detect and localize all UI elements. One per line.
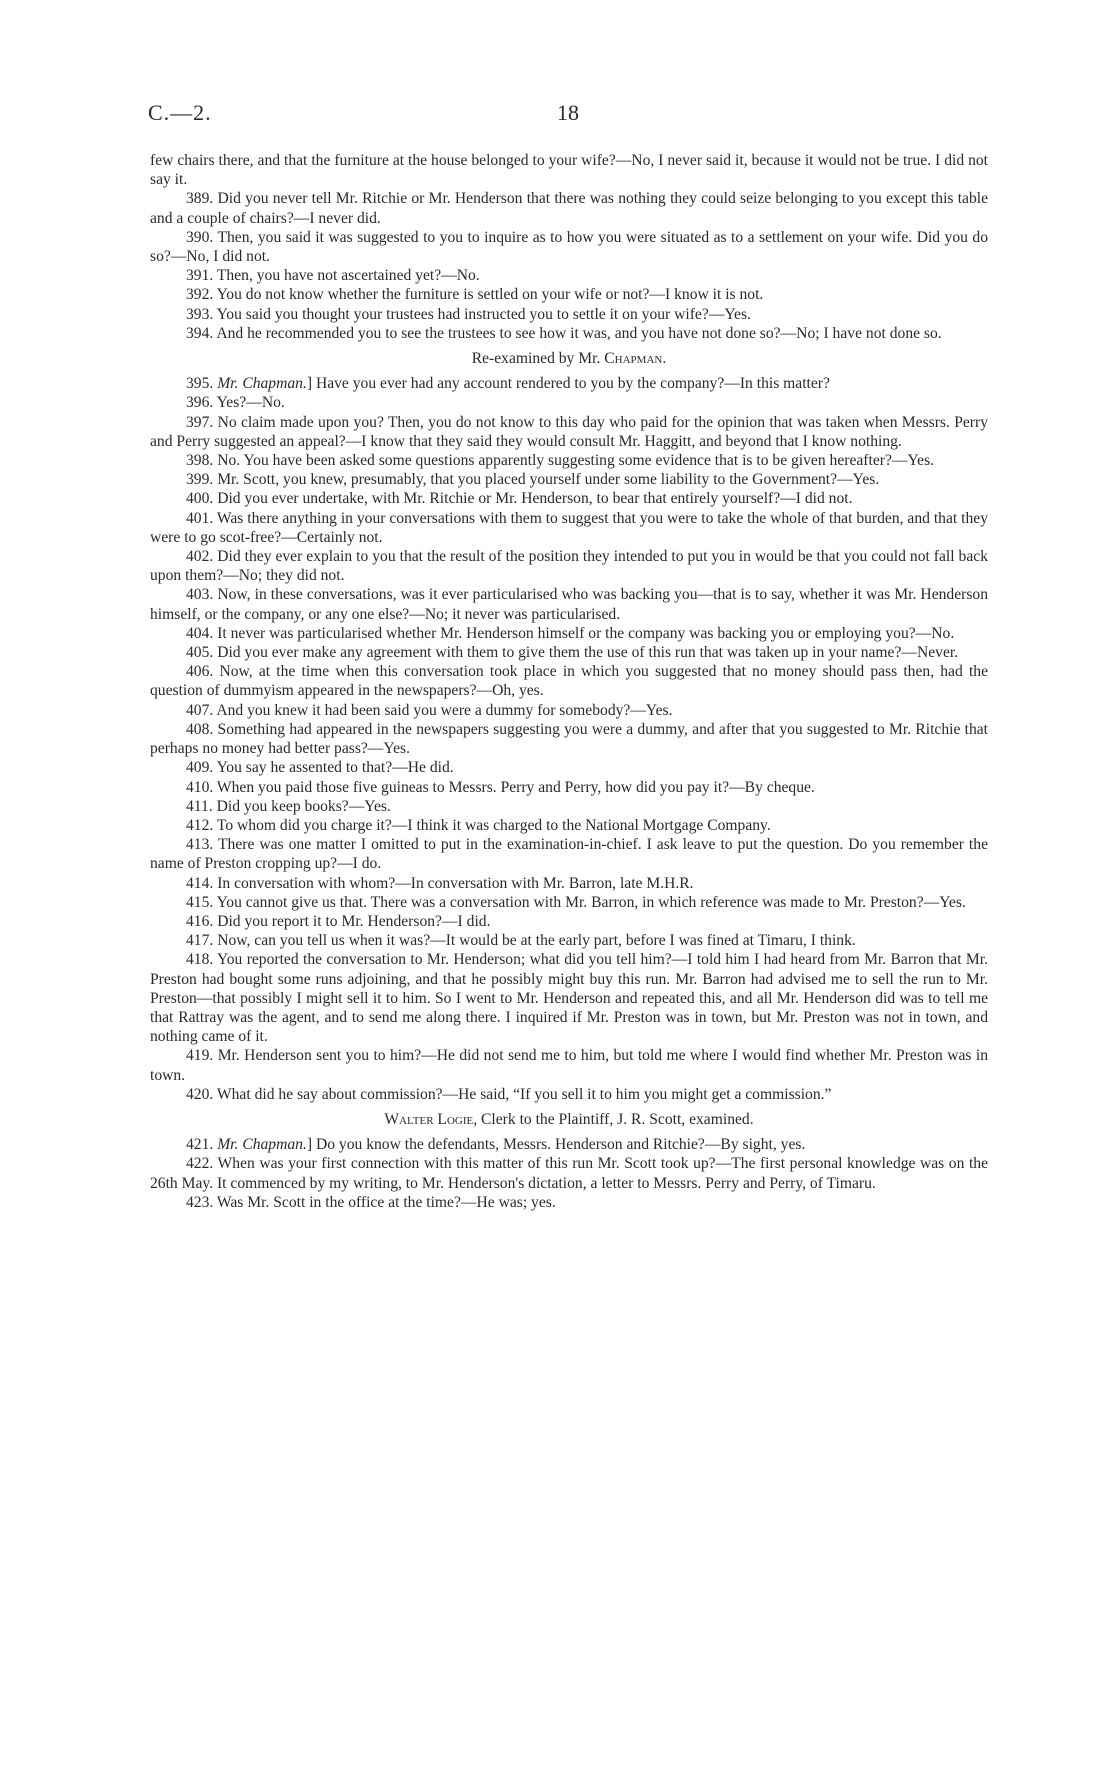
continued-paragraph: few chairs there, and that the furniture at the house belonged to your wife?—No, I never said it, because it would not be true. I did not say it.	[150, 152, 988, 189]
speaker-name: Mr. Chapman.	[217, 1136, 307, 1154]
examiner-name: Chapman	[604, 350, 663, 368]
question-answer: 404. It never was particularised whether Mr. Henderson himself or the company was backing you or employing you?—No.	[186, 624, 955, 642]
question-answer: 409. You say he assented to that?—He did.	[186, 759, 454, 777]
question-answer: 398. No. You have been asked some questions apparently suggesting some evidence that is to be given hereafter?—Yes.	[186, 452, 935, 470]
question-answer: 400. Did you ever undertake, with Mr. Ritchie or Mr. Henderson, to bear that entirely yourself?—I did not.	[186, 490, 853, 508]
witness-name: Walter Logie	[384, 1110, 474, 1128]
question-list-second	[150, 393, 988, 1104]
question-421: 421. Mr. Chapman.] Do you know the defendants, Messrs. Henderson and Ritchie?—By sight, yes.	[186, 1136, 806, 1154]
question-answer: 392. You do not know whether the furniture is settled on your wife or not?—I know it is not.	[186, 286, 764, 304]
question-answer: 412. To whom did you charge it?—I think it was charged to the National Mortgage Company.	[186, 816, 771, 834]
question-answer: 420. What did he say about commission?—He said, “If you sell it to him you might get a commission.”	[186, 1085, 832, 1103]
question-answer: 407. And you knew it had been said you were a dummy for somebody?—Yes.	[186, 701, 673, 719]
question-answer: 391. Then, you have not ascertained yet?—No.	[186, 267, 480, 285]
question-answer: 393. You said you thought your trustees had instructed you to settle it on your wife?—Yes.	[186, 305, 751, 323]
question-answer: 389. Did you never tell Mr. Ritchie or Mr. Henderson that there was nothing they could seize belonging to you except this table and a couple of chairs?—I never did.	[150, 190, 988, 227]
page-header: C.—2. 18	[148, 100, 579, 125]
question-answer: 399. Mr. Scott, you knew, presumably, that you placed yourself under some liability to the Government?—Yes.	[186, 471, 880, 489]
question-answer: 413. There was one matter I omitted to put in the examination-in-chief. I ask leave to put the question. Do you remember the name of Preston cropping up?—I do.	[150, 836, 988, 873]
question-answer: 417. Now, can you tell us when it was?—It would be at the early part, before I was fined at Timaru, I think.	[186, 932, 856, 950]
section-heading-re-examination: Re-examined by Mr. Chapman.	[471, 350, 667, 368]
question-answer: 419. Mr. Henderson sent you to him?—He did not send me to him, but told me where I would find whether Mr. Preston was in town.	[150, 1047, 988, 1084]
question-answer: 416. Did you report it to Mr. Henderson?—I did.	[186, 912, 491, 930]
question-answer: 396. Yes?—No.	[186, 394, 285, 412]
question-answer: 411. Did you keep books?—Yes.	[186, 797, 391, 815]
question-answer: 408. Something had appeared in the newspapers suggesting you were a dummy, and after that you suggested to Mr. Ritchie that perhaps no money had better pass?—Yes.	[150, 720, 988, 758]
question-answer: 422. When was your first connection with this matter of this run Mr. Scott took up?—The first personal knowledge was on the 26th May. It commenced by my writing, to Mr. Henderson's dictation, a letter to Messrs. Perry and Perry, of Timaru.	[150, 1155, 988, 1192]
question-answer: 406. Now, at the time when this conversation took place in which you suggested that no money should pass then, had the question of dummyism appeared in the newspapers?—Oh, yes.	[150, 663, 988, 700]
document-reference: C.—2.	[148, 100, 212, 125]
question-list-first	[150, 189, 988, 343]
question-answer: 390. Then, you said it was suggested to you to inquire as to how you were situated as to a settlement on your wife. Did you do so?—No, I did not.	[150, 228, 988, 266]
speaker-name: Mr. Chapman.	[217, 375, 307, 393]
question-answer: 403. Now, in these conversations, was it ever particularised who was backing you—that is to say, whether it was Mr. Henderson himself, or the company, or any one else?—No; it never was particularised.	[150, 586, 988, 623]
question-answer: 410. When you paid those five guineas to Messrs. Perry and Perry, how did you pay it?—By cheque.	[186, 778, 815, 796]
question-answer: 397. No claim made upon you? Then, you do not know to this day who paid for the opinion that was taken when Messrs. Perry and Perry suggested an appeal?—I know that they said they would consult Mr. Haggitt, and beyond that I know nothing.	[150, 413, 988, 450]
section-heading-witness: Walter Logie, Clerk to the Plaintiff, J. R. Scott, examined.	[384, 1110, 754, 1128]
question-answer: 418. You reported the conversation to Mr. Henderson; what did you tell him?—I told him I had heard from Mr. Barron that Mr. Preston had bought some runs adjoining, and that he possibly might buy this run. Mr. Barron had advised me to sell the run to Mr. Preston—that possibly I might sell it to him. So I went to Mr. Henderson and repeated this, and all Mr. Henderson did was to tell me that Rattray was the agent, and to send me along there. I inquired if Mr. Preston was in town, but Mr. Preston was not in town, and nothing came of it.	[150, 951, 988, 1046]
testimony-body	[150, 151, 988, 1212]
question-answer: 394. And he recommended you to see the trustees to see how it was, and you have not done so?—No; I have not done so.	[186, 324, 942, 342]
question-395: 395. Mr. Chapman.] Have you ever had any account rendered to you by the company?—In this matter?	[186, 375, 830, 393]
question-list-third	[150, 1154, 988, 1212]
question-answer: 415. You cannot give us that. There was a conversation with Mr. Barron, in which reference was made to Mr. Preston?—Yes.	[186, 893, 966, 911]
question-answer: 405. Did you ever make any agreement with them to give them the use of this run that was taken up in your name?—Never.	[186, 644, 959, 662]
question-answer: 423. Was Mr. Scott in the office at the time?—He was; yes.	[186, 1193, 556, 1211]
question-answer: 402. Did they ever explain to you that the result of the position they intended to put you in would be that you could not fall back upon them?—No; they did not.	[150, 548, 988, 585]
question-answer: 414. In conversation with whom?—In conversation with Mr. Barron, late M.H.R.	[186, 874, 694, 892]
question-answer: 401. Was there anything in your conversations with them to suggest that you were to take the whole of that burden, and that they were to go scot-free?—Certainly not.	[150, 509, 988, 546]
